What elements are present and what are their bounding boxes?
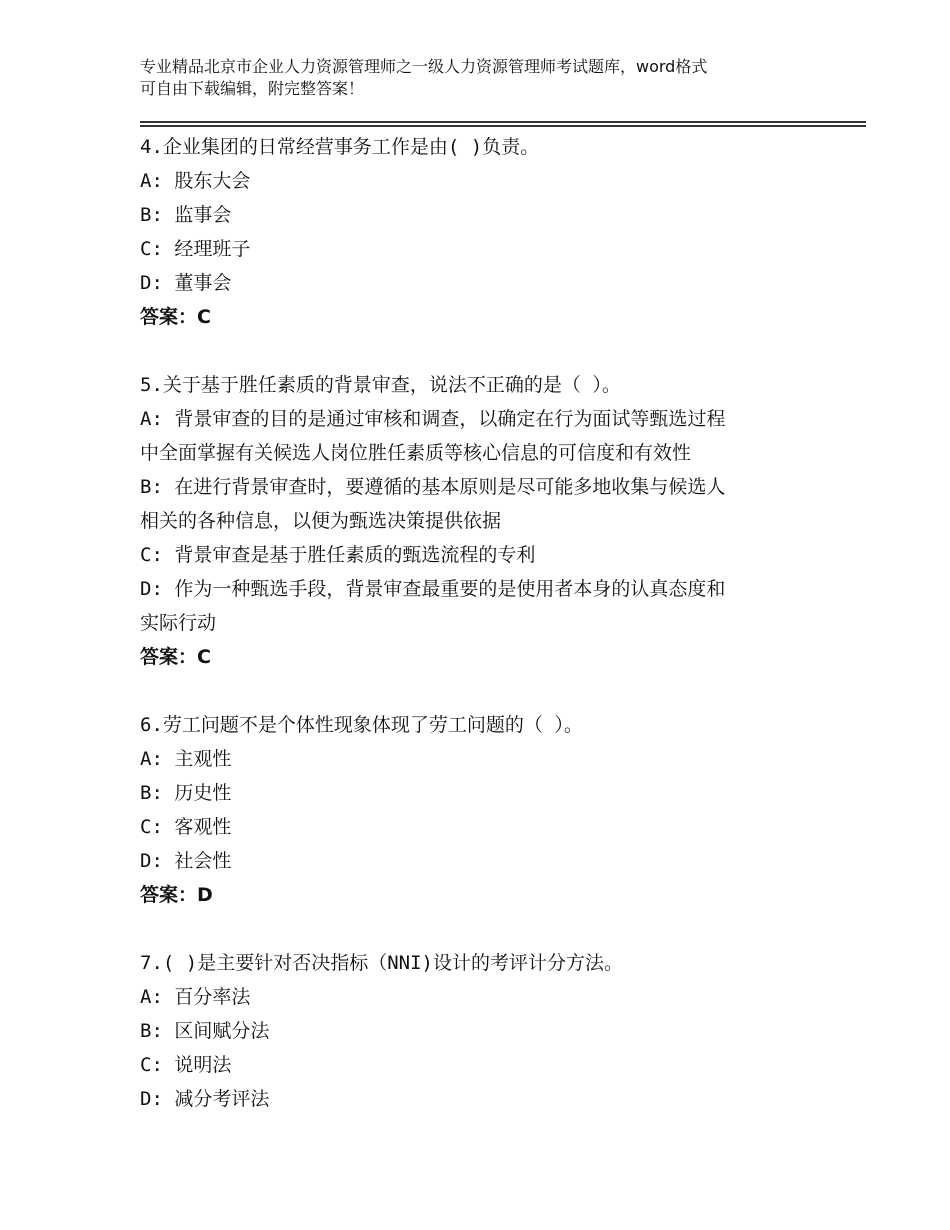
question-spacer [140, 912, 820, 946]
question-spacer [140, 334, 820, 368]
answer-option: D: 作为一种甄选手段，背景审查最重要的是使用者本身的认真态度和 [140, 578, 726, 600]
answer-option: B: 在进行背景审查时，要遵循的基本原则是尽可能多地收集与候选人 [140, 476, 726, 498]
question-stem: 4.企业集团的日常经营事务工作是由( )负责。 [140, 136, 540, 158]
header-divider-bottom [140, 125, 866, 127]
answer-option: A: 背景审查的目的是通过审核和调查，以确定在行为面试等甄选过程 [140, 408, 726, 430]
answer-option: B: 区间赋分法 [140, 1020, 270, 1042]
answer-option: D: 董事会 [140, 272, 232, 294]
answer-option: A: 主观性 [140, 748, 232, 770]
answer-key: 答案：D [140, 884, 213, 906]
answer-option: A: 股东大会 [140, 170, 251, 192]
question-block [140, 368, 820, 674]
header-divider-top [140, 121, 866, 123]
header-line-2: 可自由下载编辑，附完整答案！ [140, 79, 365, 98]
question-stem: 6.劳工问题不是个体性现象体现了劳工问题的（ ）。 [140, 714, 583, 736]
header-line-1: 专业精品北京市企业人力资源管理师之一级人力资源管理师考试题库，word格式 [140, 57, 708, 76]
question-spacer [140, 674, 820, 708]
answer-option: C: 说明法 [140, 1054, 232, 1076]
answer-option: D: 社会性 [140, 850, 232, 872]
question-stem: 5.关于基于胜任素质的背景审查，说法不正确的是（ ）。 [140, 374, 621, 396]
document-header [140, 56, 840, 100]
answer-option: C: 经理班子 [140, 238, 251, 260]
answer-option: A: 百分率法 [140, 986, 251, 1008]
answer-key: 答案：C [140, 646, 211, 668]
answer-option: C: 背景审查是基于胜任素质的甄选流程的专利 [140, 544, 536, 566]
answer-option: 相关的各种信息，以便为甄选决策提供依据 [140, 510, 502, 532]
question-block [140, 708, 820, 912]
answer-key: 答案：C [140, 306, 211, 328]
answer-option: 实际行动 [140, 612, 217, 634]
question-block [140, 946, 820, 1116]
question-list [140, 130, 820, 1116]
answer-option: 中全面掌握有关候选人岗位胜任素质等核心信息的可信度和有效性 [140, 442, 692, 464]
answer-option: B: 历史性 [140, 782, 232, 804]
answer-option: B: 监事会 [140, 204, 232, 226]
answer-option: D: 减分考评法 [140, 1088, 270, 1110]
question-stem: 7.( )是主要针对否决指标（NNI)设计的考评计分方法。 [140, 952, 623, 974]
question-block [140, 130, 820, 334]
answer-option: C: 客观性 [140, 816, 232, 838]
